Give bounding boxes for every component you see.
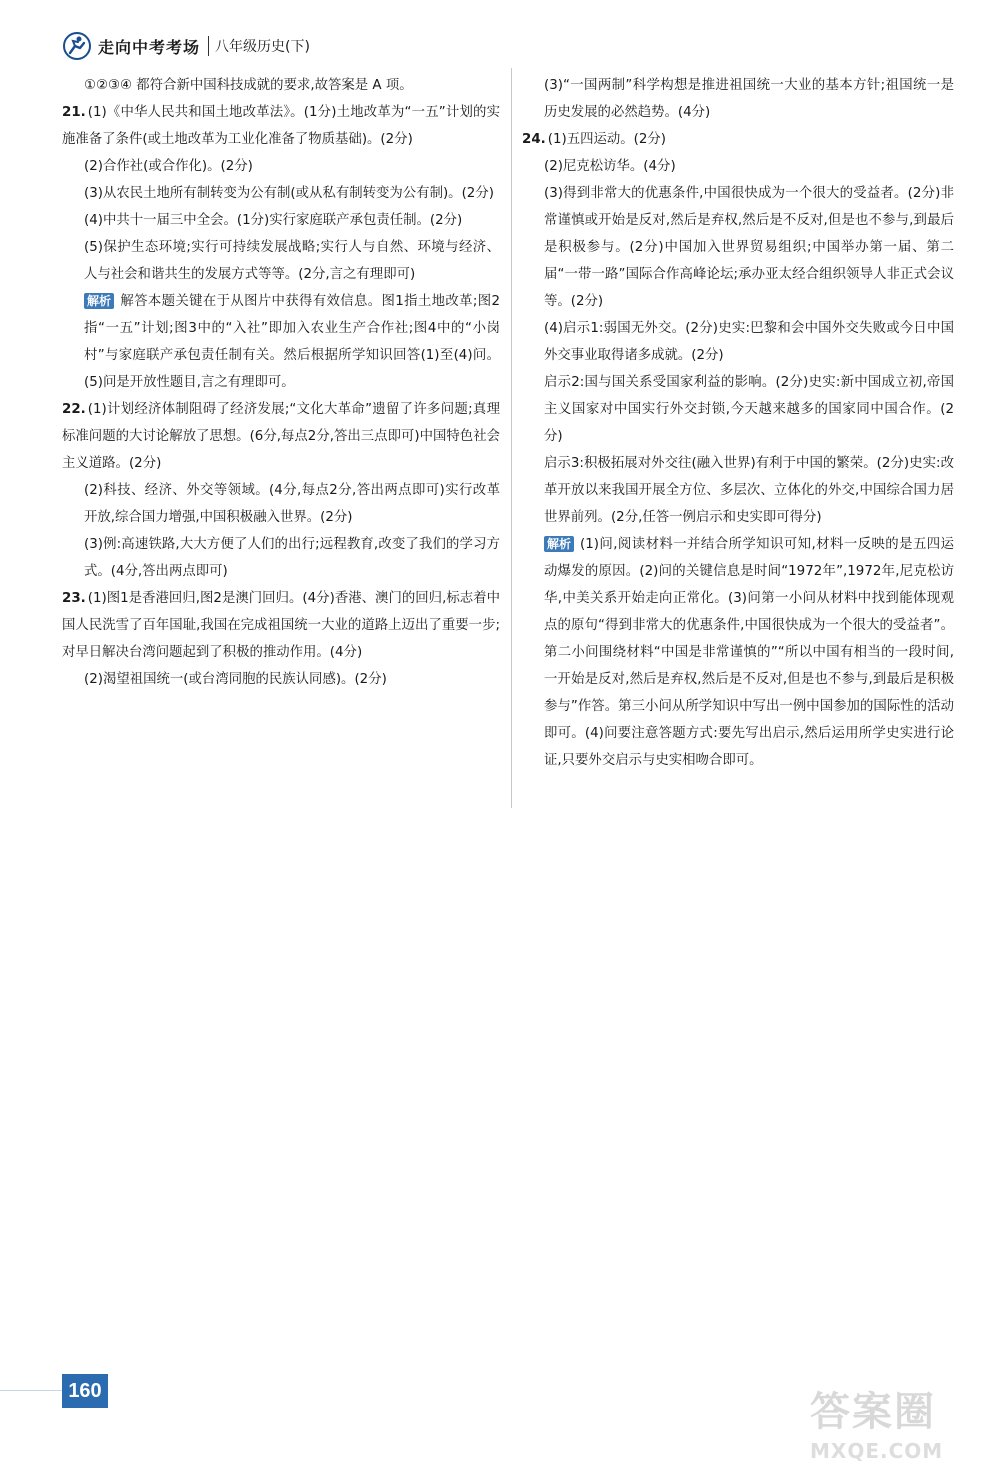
q23-item xyxy=(62,585,500,666)
q22-part2: (2)科技、经济、外交等领域。(4分,每点2分,答出两点即可)实行改革开放,综合国力增强,中国积极融入世界。(2分) xyxy=(84,483,500,525)
q24-part5: 启示2:国与国关系受国家利益的影响。(2分)史实:新中国成立初,帝国主义国家对中国实行外交封锁,今天越来越多的国家同中国合作。(2分) xyxy=(544,375,954,444)
watermark-site: MXQE.COM xyxy=(810,1439,944,1463)
q21-analysis-text: 解答本题关键在于从图片中获得有效信息。图1指土地改革;图2指“一五”计划;图3中的“入社”即加入农业生产合作社;图4中的“小岗村”与家庭联产承包责任制有关。然后根据所学知识回答(1)至(4)问。(5)问是开放性题目,言之有理即可。 xyxy=(84,294,500,390)
q23-part1: (1)图1是香港回归,图2是澳门回归。(4分)香港、澳门的回归,标志着中国人民洗雪了百年国耻,我国在完成祖国统一大业的道路上迈出了重要一步;对早日解决台湾问题起到了积极的推动作用。(4分) xyxy=(62,591,500,660)
q21-part4: (4)中共十一届三中全会。(1分)实行家庭联产承包责任制。(2分) xyxy=(84,213,463,228)
q21-part2: (2)合作社(或合作化)。(2分) xyxy=(84,159,253,174)
runner-logo-icon xyxy=(62,31,92,61)
q22-part1: (1)计划经济体制阻碍了经济发展;“文化大革命”遗留了许多问题;真理标准问题的大讨论解放了思想。(6分,每点2分,答出三点即可)中国特色社会主义道路。(2分) xyxy=(62,402,500,471)
watermark xyxy=(810,1380,980,1463)
q24-item xyxy=(522,126,954,153)
q21-number: 21. xyxy=(62,105,86,120)
q24-part4: (4)启示1:弱国无外交。(2分)史实:巴黎和会中国外交失败或今日中国外交事业取得诸多成就。(2分) xyxy=(544,321,954,363)
q24-part3: (3)得到非常大的优惠条件,中国很快成为一个很大的受益者。(2分)非常谨慎或开始是反对,然后是弃权,然后是不反对,但是也不参与,到最后是积极参与。(2分)中国加入世界贸易组织;中国举办第一届、第二届“一带一路”国际合作高峰论坛;承办亚太经合组织领导人非正式会议等。(2分) xyxy=(544,186,954,309)
analysis-tag: 解析 xyxy=(544,536,574,552)
column-divider xyxy=(511,68,512,808)
page-header xyxy=(62,30,310,62)
watermark-main: 答案圈 xyxy=(810,1389,936,1435)
q21-part1: (1)《中华人民共和国土地改革法》。(1分)土地改革为“一五”计划的实施准备了条件(或土地改革为工业化准备了物质基础)。(2分) xyxy=(62,105,500,147)
q24-part2: (2)尼克松访华。(4分) xyxy=(544,159,676,174)
q24-part1: (1)五四运动。(2分) xyxy=(547,132,667,147)
page-number-rule xyxy=(0,1390,62,1391)
q23-part3: (3)“一国两制”科学构想是推进祖国统一大业的基本方针;祖国统一是历史发展的必然趋势。(4分) xyxy=(544,78,954,120)
q22-part3: (3)例:高速铁路,大大方便了人们的出行;远程教育,改变了我们的学习方式。(4分,答出两点即可) xyxy=(84,537,500,579)
left-column xyxy=(62,72,500,693)
page-number: 160 xyxy=(62,1374,108,1408)
q20-tail: ①②③④ 都符合新中国科技成就的要求,故答案是 A 项。 xyxy=(84,78,413,93)
q21-item xyxy=(62,99,500,153)
q23-part2: (2)渴望祖国统一(或台湾同胞的民族认同感)。(2分) xyxy=(84,672,387,687)
q24-analysis xyxy=(522,531,954,774)
q24-number: 24. xyxy=(522,132,546,147)
q21-analysis xyxy=(62,288,500,396)
q21-part5: (5)保护生态环境;实行可持续发展战略;实行人与自然、环境与经济、人与社会和谐共生的发展方式等等。(2分,言之有理即可) xyxy=(84,240,500,282)
analysis-tag: 解析 xyxy=(84,293,114,309)
subject-label: 八年级历史(下) xyxy=(208,36,310,56)
q22-item xyxy=(62,396,500,477)
q22-number: 22. xyxy=(62,402,86,417)
q23-number: 23. xyxy=(62,591,86,606)
q24-part6: 启示3:积极拓展对外交往(融入世界)有利于中国的繁荣。(2分)史实:改革开放以来我国开展全方位、多层次、立体化的外交,中国综合国力居世界前列。(2分,任答一例启示和史实即可得分) xyxy=(544,456,954,525)
q21-part3: (3)从农民土地所有制转变为公有制(或从私有制转变为公有制)。(2分) xyxy=(84,186,494,201)
q24-analysis-text: (1)问,阅读材料一并结合所学知识可知,材料一反映的是五四运动爆发的原因。(2)问的关键信息是时间“1972年”,1972年,尼克松访华,中美关系开始走向正常化。(3)问第一小问从材料中找到能体现观点的原句“得到非常大的优惠条件,中国很快成为一个很大的受益者”。第二小问围绕材料“中国是非常谨慎的”“所以中国有相当的一段时间,一开始是反对,然后是弃权,然后是不反对,但是也不参与,到最后是积极参与”作答。第三小问从所学知识中写出一例中国参加的国际性的活动即可。(4)问要注意答题方式:要先写出启示,然后运用所学史实进行论证,只要外交启示与史实相吻合即可。 xyxy=(544,537,954,768)
book-title: 走向中考考场 xyxy=(98,37,201,57)
right-column xyxy=(522,72,954,774)
